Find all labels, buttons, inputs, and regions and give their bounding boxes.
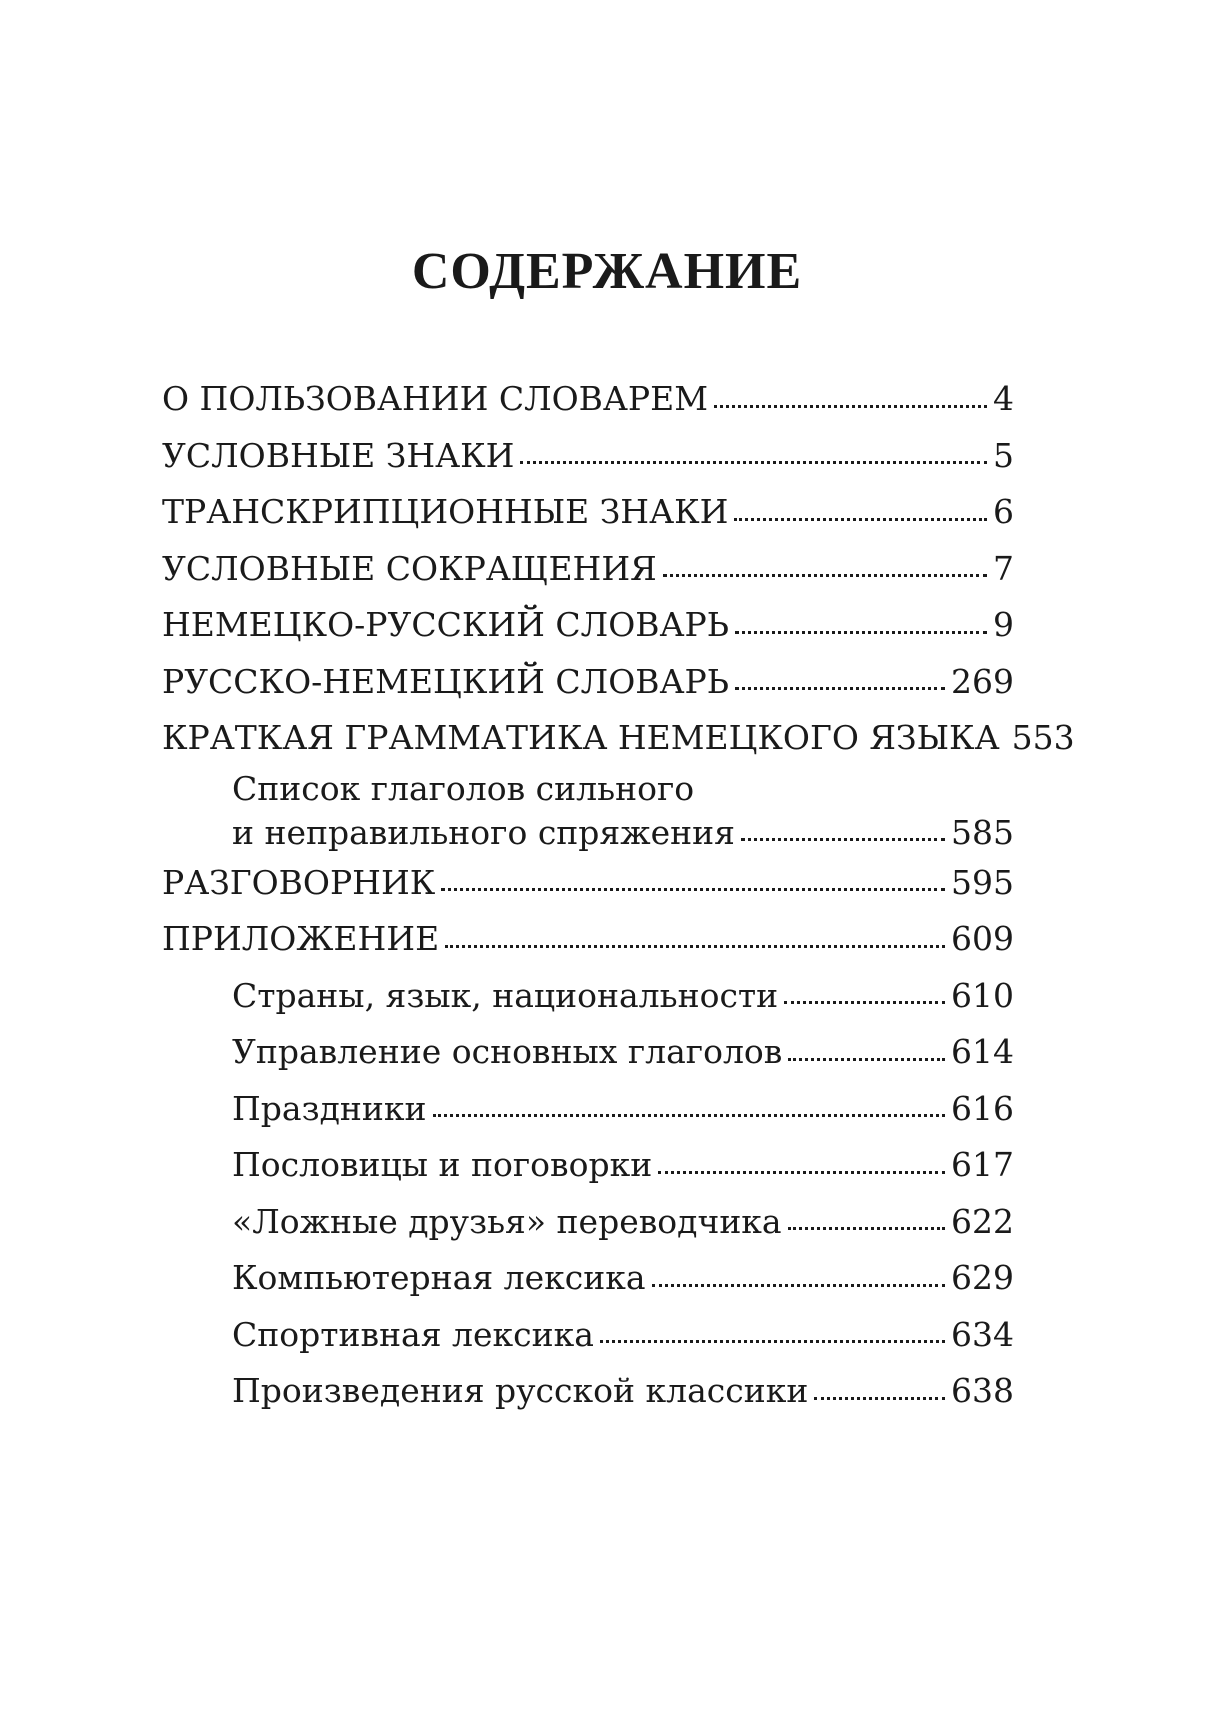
toc-entry-page: 610 bbox=[951, 975, 1014, 1015]
dot-leader bbox=[814, 1397, 945, 1400]
toc-entry-page: 9 bbox=[993, 605, 1014, 645]
dot-leader bbox=[445, 945, 945, 948]
toc-entry-page: 553 bbox=[1011, 718, 1075, 758]
toc-entry-label: Страны, язык, национальности bbox=[232, 975, 779, 1015]
dot-leader bbox=[433, 1114, 945, 1117]
toc-entry-page: 595 bbox=[951, 862, 1014, 902]
toc-entry-label: Компьютерная лексика bbox=[232, 1258, 646, 1298]
toc-entry-grammar[interactable] bbox=[162, 710, 1075, 767]
dot-leader bbox=[734, 518, 987, 521]
toc-entry-label: О ПОЛЬЗОВАНИИ СЛОВАРЕМ bbox=[162, 379, 708, 419]
toc-entry-page: 638 bbox=[951, 1371, 1014, 1411]
toc-entry-label: УСЛОВНЫЕ ЗНАКИ bbox=[162, 435, 515, 475]
toc-entry-label: НЕМЕЦКО-РУССКИЙ СЛОВАРЬ bbox=[162, 605, 729, 645]
dot-leader bbox=[652, 1284, 945, 1287]
toc-entry-computer-vocab[interactable] bbox=[162, 1250, 1014, 1307]
toc-entry-symbols[interactable] bbox=[162, 428, 1014, 485]
toc-entry-label: Спортивная лексика bbox=[232, 1314, 594, 1354]
toc-entry-page: 634 bbox=[951, 1314, 1014, 1354]
page-title: СОДЕРЖАНИЕ bbox=[411, 243, 803, 300]
toc-entry-false-friends[interactable] bbox=[162, 1194, 1014, 1251]
toc-entry-page: 4 bbox=[993, 379, 1014, 419]
toc-entry-sports-vocab[interactable] bbox=[162, 1307, 1014, 1364]
toc-entry-page: 614 bbox=[951, 1032, 1014, 1072]
dot-leader bbox=[741, 838, 945, 841]
toc-entry-page: 7 bbox=[993, 548, 1014, 588]
toc-entry-label: Праздники bbox=[232, 1088, 427, 1128]
toc-entry-countries[interactable] bbox=[162, 968, 1014, 1025]
toc-entry-label: Произведения русской классики bbox=[232, 1371, 809, 1411]
toc-entry-usage[interactable] bbox=[162, 371, 1014, 428]
toc-entry-german-russian[interactable] bbox=[162, 597, 1014, 654]
dot-leader bbox=[441, 888, 945, 891]
toc-entry-holidays[interactable] bbox=[162, 1081, 1014, 1138]
toc-entry-page: 629 bbox=[951, 1258, 1014, 1298]
toc-entry-label: УСЛОВНЫЕ СОКРАЩЕНИЯ bbox=[162, 548, 657, 588]
toc-entry-label: Пословицы и поговорки bbox=[232, 1145, 653, 1185]
dot-leader bbox=[735, 631, 987, 634]
toc-entry-label: РАЗГОВОРНИК bbox=[162, 862, 436, 902]
toc-entry-page: 617 bbox=[951, 1145, 1014, 1185]
toc-entry-verbs-line1[interactable] bbox=[162, 767, 1014, 811]
toc-entry-page: 5 bbox=[993, 435, 1014, 475]
toc-entry-page: 616 bbox=[951, 1088, 1014, 1128]
dot-leader bbox=[714, 405, 987, 408]
dot-leader bbox=[784, 1001, 945, 1004]
toc-entry-label: КРАТКАЯ ГРАММАТИКА НЕМЕЦКОГО ЯЗЫКА bbox=[162, 718, 1000, 758]
toc-entry-label: «Ложные друзья» переводчика bbox=[232, 1201, 782, 1241]
toc-entry-page: 585 bbox=[951, 812, 1014, 852]
toc-entry-appendix[interactable] bbox=[162, 911, 1014, 968]
dot-leader bbox=[788, 1058, 945, 1061]
toc-entry-verbs-line2[interactable] bbox=[162, 811, 1014, 855]
toc-entry-label: ПРИЛОЖЕНИЕ bbox=[162, 919, 440, 959]
dot-leader bbox=[520, 461, 987, 464]
toc-entry-classics[interactable] bbox=[162, 1363, 1014, 1420]
toc-entry-page: 269 bbox=[951, 661, 1014, 701]
toc-entry-transcription[interactable] bbox=[162, 484, 1014, 541]
toc-entry-label: РУССКО-НЕМЕЦКИЙ СЛОВАРЬ bbox=[162, 661, 729, 701]
toc-entry-page: 609 bbox=[951, 919, 1014, 959]
dot-leader bbox=[663, 574, 987, 577]
dot-leader bbox=[788, 1227, 945, 1230]
toc-entry-proverbs[interactable] bbox=[162, 1137, 1014, 1194]
toc-entry-phrasebook[interactable] bbox=[162, 855, 1014, 912]
toc-entry-label: ТРАНСКРИПЦИОННЫЕ ЗНАКИ bbox=[162, 492, 729, 532]
toc-entry-label: Управление основных глаголов bbox=[232, 1032, 783, 1072]
toc-entry-label: Список глаголов сильного bbox=[232, 768, 695, 808]
toc-entry-label: и неправильного спряжения bbox=[232, 812, 735, 852]
toc-entry-abbreviations[interactable] bbox=[162, 541, 1014, 598]
toc-entry-page: 6 bbox=[993, 492, 1014, 532]
dot-leader bbox=[658, 1171, 945, 1174]
table-of-contents bbox=[162, 371, 1075, 1420]
toc-entry-russian-german[interactable] bbox=[162, 654, 1014, 711]
dot-leader bbox=[735, 687, 945, 690]
toc-entry-page: 622 bbox=[951, 1201, 1014, 1241]
toc-entry-verb-government[interactable] bbox=[162, 1024, 1014, 1081]
dot-leader bbox=[600, 1340, 945, 1343]
